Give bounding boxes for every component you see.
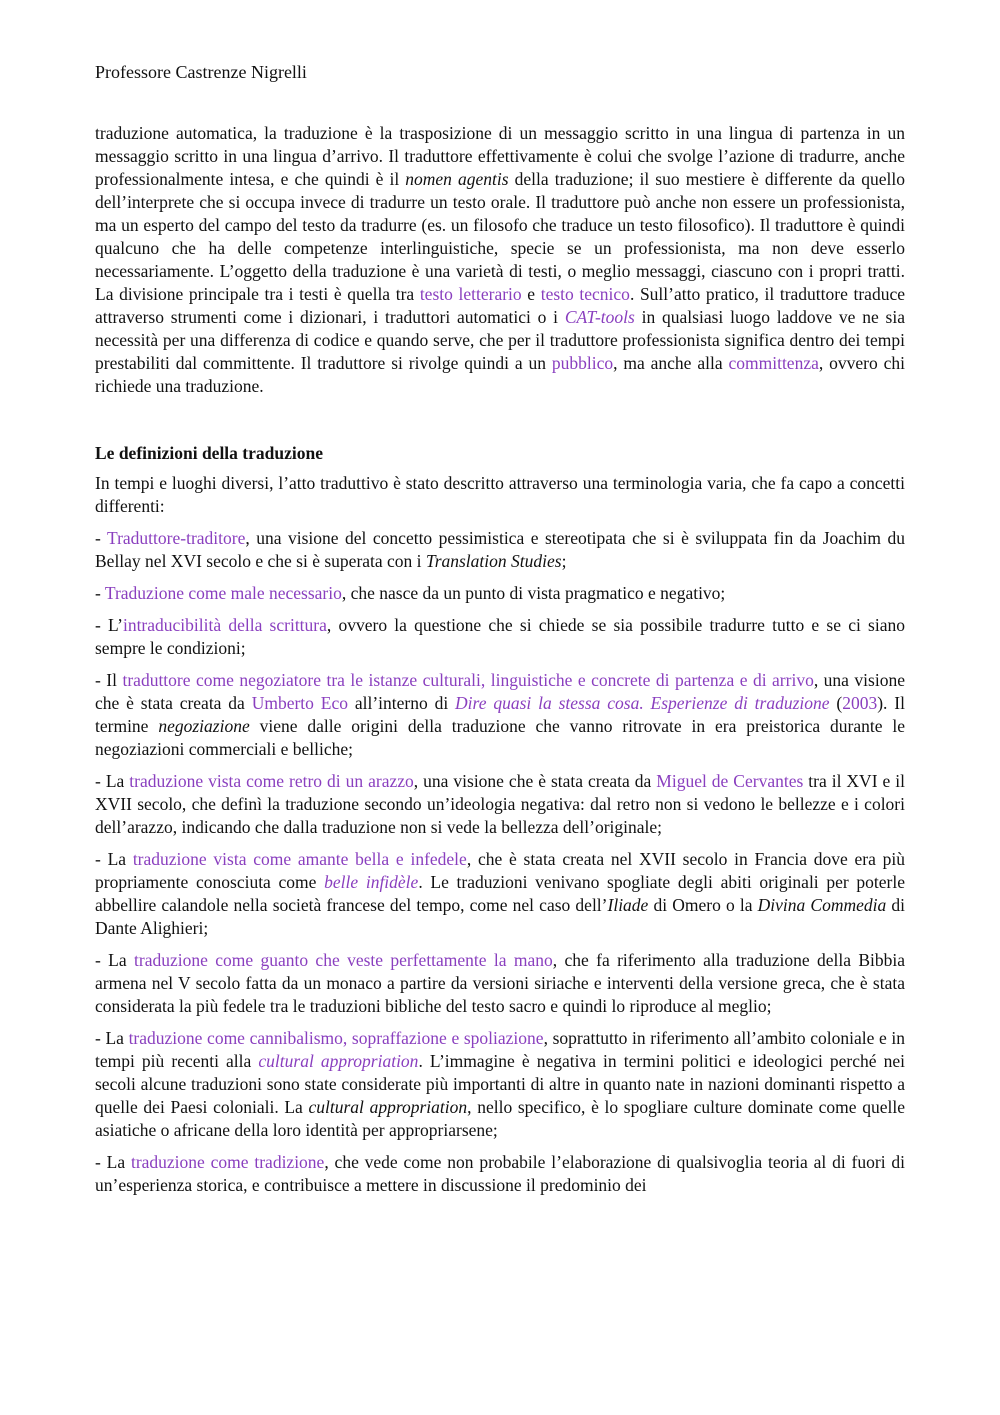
document-body: [95, 122, 905, 1206]
text-run: traduzione automatica, la traduzione è la trasposizione di un messaggio scritto in una lingua di partenza in un messaggio scritto in una lingua d’arrivo. Il traduttore effettivamente è colui che svolge l’azione di tradurre, anche professionalmente intesa, e che quindi è il: [95, 123, 905, 189]
highlighted-term: Traduzione come male necessario: [104, 583, 342, 603]
text-run: , ovvero la questione che si chiede se sia possibile tradurre tutto e se ci siano sempre le condizioni;: [95, 615, 905, 658]
highlighted-term: committenza: [728, 353, 819, 373]
highlighted-term: pubblico: [551, 353, 614, 373]
text-run: - La: [95, 1028, 129, 1048]
list-item-intraducibilita: [95, 614, 905, 660]
text-run: e: [521, 284, 541, 304]
text-run: - La: [95, 950, 134, 970]
highlighted-term: Dire quasi la stessa cosa. Esperienze di traduzione: [455, 693, 830, 713]
text-run: In tempi e luoghi diversi, l’atto traduttivo è stato descritto attraverso una terminologia varia, che fa capo a concetti differenti:: [95, 473, 905, 516]
italic-text: negoziazione: [158, 716, 250, 736]
text-run: , nello specifico, è lo spogliare culture dominate come quelle asiatiche o africane della loro identità per appropriarsene;: [95, 1097, 905, 1140]
text-run: all’interno di: [347, 693, 456, 713]
text-run: , una visione del concetto pessimistica e stereotipata che si è sviluppata fin da Joachim du Bellay nel XVI secolo e che si è superata con i: [95, 528, 906, 571]
italic-text: cultural appropriation: [308, 1097, 468, 1117]
highlighted-term: traduzione come tradizione: [130, 1152, 325, 1172]
text-run: , ma anche alla: [613, 353, 729, 373]
highlighted-term: CAT-tools: [564, 307, 635, 327]
paragraph-lead: [95, 472, 905, 518]
highlighted-term: testo letterario: [419, 284, 522, 304]
italic-text: Iliade: [607, 895, 649, 915]
text-run: , ovvero chi richiede una traduzione.: [95, 353, 905, 396]
text-run: tra il XVI e il XVII secolo, che definì la traduzione secondo un’ideologia negativa: dal retro non si vedono le bellezze e i colori dell’arazzo, indicando che dalla traduzione non si vede la bellezza dell’originale;: [95, 771, 905, 837]
page-header: Professore Castrenze Nigrelli: [95, 62, 307, 82]
highlighted-term: traduzione come guanto che veste perfettamente la mano: [134, 950, 553, 970]
list-item-traduttore-traditore: [95, 527, 905, 573]
text-run: -: [95, 528, 108, 548]
text-run: ). Il termine: [95, 693, 905, 736]
text-run: - La: [95, 771, 130, 791]
text-run: di Omero o la: [648, 895, 758, 915]
intro-paragraph: [95, 122, 905, 398]
text-run: ;: [561, 551, 567, 571]
text-run: . Le traduzioni venivano spogliate degli abiti originali per poterle abbellire calandole nella società francese del tempo, come nel caso dell’: [95, 872, 905, 915]
text-run: viene dalle origini della traduzione che vanno ritrovate in era preistorica durante le negoziazioni commerciali e belliche;: [95, 716, 905, 759]
highlighted-term: traduzione come cannibalismo, sopraffazione e spoliazione: [128, 1028, 544, 1048]
highlighted-term: traduzione vista come amante bella e infedele: [132, 849, 467, 869]
highlighted-term: traduttore come negoziatore tra le istanze culturali, linguistiche e concrete di partenza e di arrivo: [122, 670, 814, 690]
section-title: Le definizioni della traduzione: [95, 443, 323, 463]
text-run: (: [829, 693, 843, 713]
italic-text: Translation Studies: [425, 551, 562, 571]
highlighted-term: intraducibilità della scrittura: [122, 615, 327, 635]
text-run: - La: [95, 1152, 131, 1172]
text-run: -: [95, 583, 105, 603]
highlighted-term: traduzione vista come retro di un arazzo: [129, 771, 414, 791]
text-run: , che vede come non probabile l’elaborazione di qualsivoglia teoria al di fuori di un’esperienza storica, e contribuisce a mettere in discussione il predominio dei: [95, 1152, 906, 1195]
text-run: - L’: [95, 615, 123, 635]
text-run: , che è stata creata nel XVII secolo in Francia dove era più propriamente conosciuta come: [95, 849, 905, 892]
text-run: in qualsiasi luogo laddove ve ne sia necessità per una differenza di codice e quando serve, che per il traduttore professionista significa dentro dei tempi prestabiliti dal committente. Il traduttore si rivolge quindi a un: [95, 307, 905, 373]
list-item-cannibalismo: [95, 1027, 905, 1142]
italic-text: Divina Commedia: [757, 895, 887, 915]
highlighted-term: Traduttore-traditore: [107, 528, 246, 548]
highlighted-term: testo tecnico: [540, 284, 630, 304]
text-run: , che nasce da un punto di vista pragmatico e negativo;: [341, 583, 726, 603]
text-run: , soprattutto in riferimento all’ambito coloniale e in tempi più recenti alla: [95, 1028, 906, 1071]
italic-text: nomen agentis: [405, 169, 509, 189]
highlighted-term: cultural appropriation: [258, 1051, 419, 1071]
text-run: , una visione che è stata creata da: [413, 771, 657, 791]
text-run: della traduzione; il suo mestiere è differente da quello dell’interprete che si occupa invece di tradurre un testo orale. Il traduttore può anche non essere un professionista, ma un esperto del campo del testo da tradurre (es. un filosofo che traduce un testo filosofico). Il traduttore è quindi qualcuno che ha delle competenze interlinguistiche, specie se un professionista, ma non deve esserlo necessariamente. L’oggetto della traduzione è una varietà di testi, o meglio messaggi, ciascuno con i propri tratti. La divisione principale tra i testi è quella tra: [95, 169, 905, 304]
list-item-male-necessario: [95, 582, 905, 605]
highlighted-term: Miguel de Cervantes: [656, 771, 804, 791]
text-run: . L’immagine è negativa in termini politici e ideologici perché nei secoli alcune traduzioni sono state considerate più importanti di altre in quanto nate in nazioni dominanti rispetto a quelle dei Paesi coloniali. La: [95, 1051, 905, 1117]
list-item-guanto: [95, 949, 905, 1018]
list-item-negoziatore: [95, 669, 905, 761]
text-run: . Sull’atto pratico, il traduttore traduce attraverso strumenti come i dizionari, i traduttori automatici o i: [95, 284, 905, 327]
list-item-arazzo: [95, 770, 905, 839]
text-run: - La: [95, 849, 133, 869]
text-run: , una visione che è stata creata da: [95, 670, 905, 713]
text-run: di Dante Alighieri;: [95, 895, 905, 938]
list-item-belle-infidele: [95, 848, 905, 940]
highlighted-term: Umberto Eco: [251, 693, 348, 713]
highlighted-term: belle infidèle: [324, 872, 419, 892]
list-item-tradizione: [95, 1151, 905, 1197]
text-run: , che fa riferimento alla traduzione della Bibbia armena nel V secolo fatta da un monaco a partire da versioni siriache e interventi della versione greca, che è stata considerata la più fedele tra le traduzioni bibliche del testo sacro e quindi lo riproduce al meglio;: [95, 950, 905, 1016]
highlighted-term: 2003: [842, 693, 878, 713]
text-run: - Il: [95, 670, 123, 690]
